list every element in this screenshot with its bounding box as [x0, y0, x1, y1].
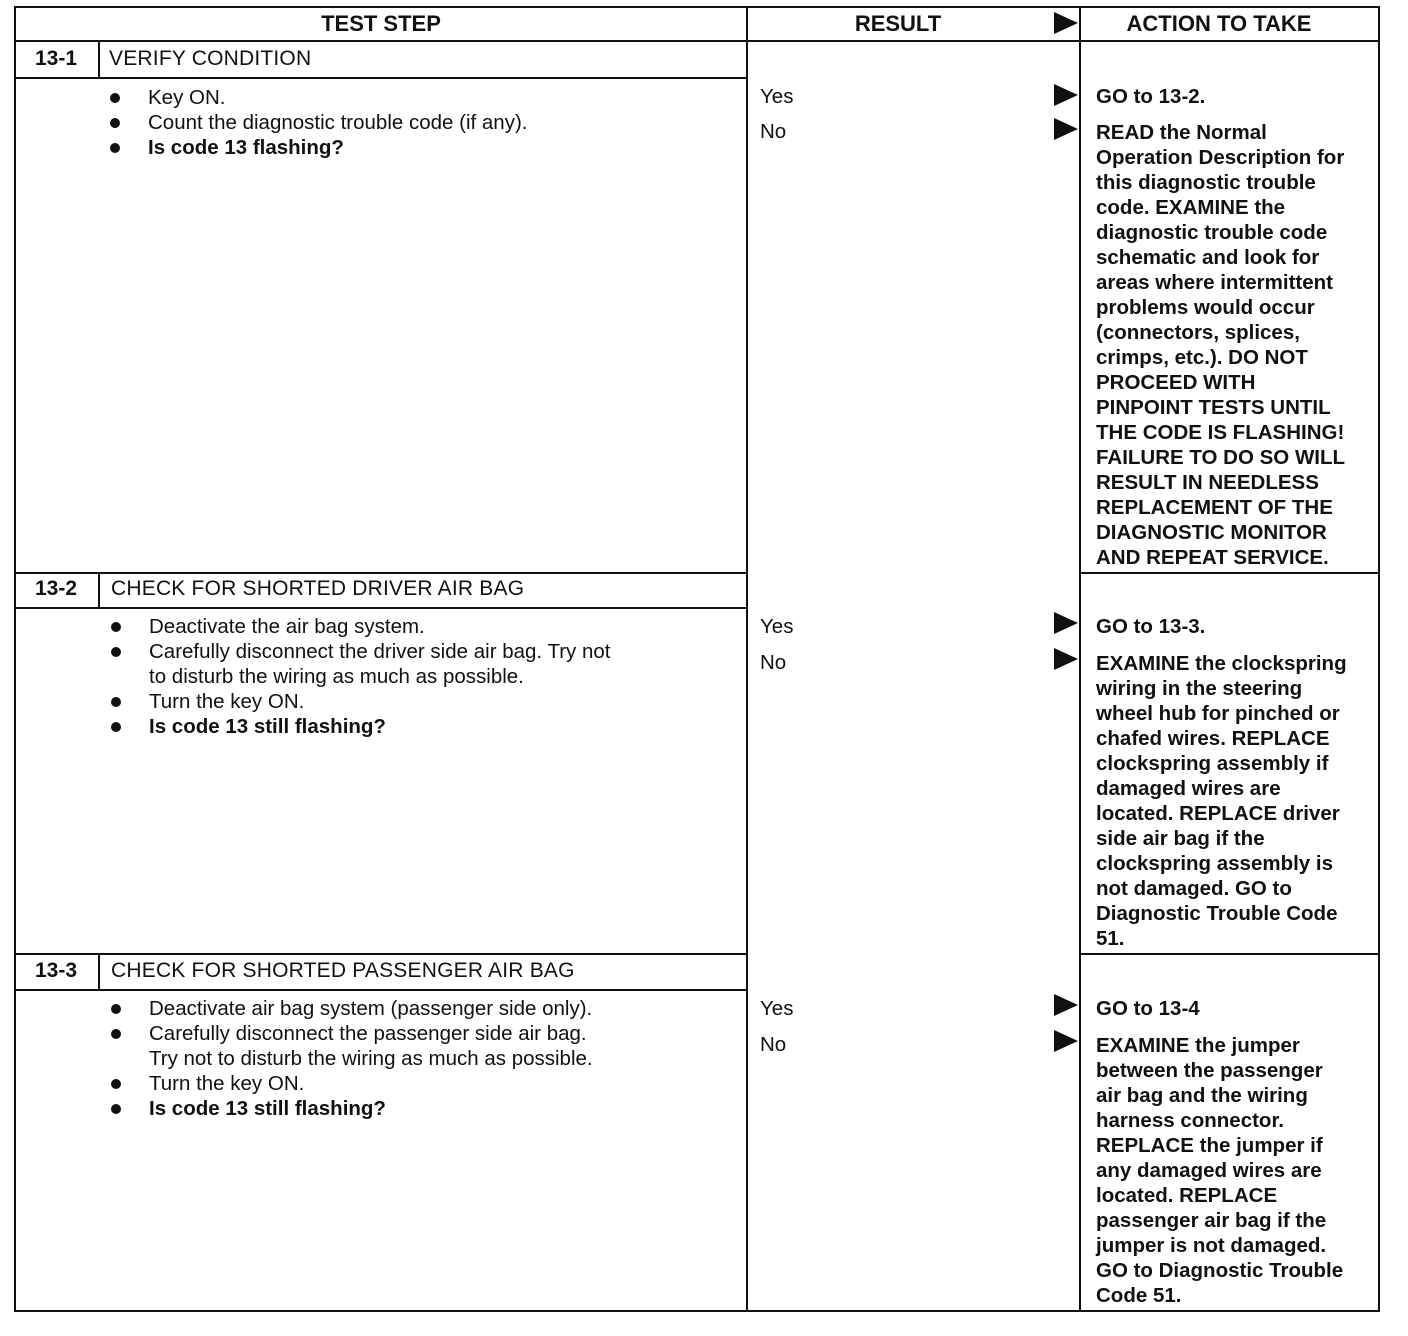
result-no: No [760, 120, 787, 143]
result-yes-arrow-icon [1054, 612, 1078, 634]
step-title: CHECK FOR SHORTED PASSENGER AIR BAG [111, 959, 575, 982]
result-yes-arrow-icon [1054, 994, 1078, 1016]
result-no-arrow-icon [1054, 648, 1078, 670]
bullet-item: Carefully disconnect the driver side air bag. Try not [111, 639, 741, 664]
bullet-dot-icon [111, 1079, 121, 1089]
bullet-dot-icon [110, 143, 120, 153]
table-border-bottom [14, 1310, 1380, 1312]
header-result: RESULT [854, 11, 942, 36]
step-number-divider-1 [98, 42, 100, 78]
step-title: CHECK FOR SHORTED DRIVER AIR BAG [111, 577, 525, 600]
header-action: ACTION TO TAKE [1126, 11, 1312, 36]
step-divider-1-action [1079, 572, 1380, 574]
bullet-item-continued: Try not to disturb the wiring as much as possible. [149, 1047, 593, 1070]
yes-action: GO to 13-4 [1096, 997, 1200, 1020]
bullet-dot-icon [111, 1104, 121, 1114]
step-title-rule-1 [14, 77, 748, 79]
result-no-arrow-icon [1054, 118, 1078, 140]
step-number: 13-1 [34, 47, 78, 70]
result-yes: Yes [760, 615, 794, 638]
step-bullets [111, 614, 741, 739]
yes-action: GO to 13-3. [1096, 615, 1206, 638]
step-bullets [111, 996, 741, 1121]
step-divider-2-action [1079, 953, 1380, 955]
bullet-dot-icon [110, 118, 120, 128]
table-border-right [1378, 6, 1380, 1312]
header-arrow-icon [1054, 12, 1078, 34]
bullet-item-question: Is code 13 still flashing? [111, 1096, 741, 1121]
result-no: No [760, 651, 787, 674]
table-border-left [14, 6, 16, 1312]
no-action-text: EXAMINE the jumper between the passenger air bag and the wiring harness connector. REPLACE the jumper if any damaged wires are located. REPLACE passenger air bag if the jumper is not damaged. GO to Diagnostic Trouble Code 51. [1096, 1034, 1344, 1307]
step-title-rule-3 [14, 989, 748, 991]
step-number: 13-3 [34, 959, 78, 982]
step-divider-1 [14, 572, 748, 574]
step-bullets [110, 85, 730, 160]
bullet-item: Count the diagnostic trouble code (if any). [110, 110, 730, 135]
header-test-step: TEST STEP [321, 11, 441, 36]
step-divider-2 [14, 953, 748, 955]
step-title-rule-2 [14, 607, 748, 609]
step-number-divider-3 [98, 955, 100, 990]
column-divider-action [1079, 6, 1081, 1312]
bullet-item-continued: to disturb the wiring as much as possible. [149, 665, 524, 688]
bullet-item: Carefully disconnect the passenger side air bag. [111, 1021, 741, 1046]
bullet-dot-icon [111, 1029, 121, 1039]
step-number-divider-2 [98, 574, 100, 608]
no-action-text: EXAMINE the clockspring wiring in the steering wheel hub for pinched or chafed wires. REPLACE clockspring assembly if damaged wires are located. REPLACE driver side air bag if the clockspring assembly is not damaged. GO to Diagnostic Trouble Code 51. [1096, 652, 1347, 950]
step-number: 13-2 [34, 577, 78, 600]
bullet-dot-icon [111, 722, 121, 732]
result-no: No [760, 1033, 787, 1056]
bullet-item-question: Is code 13 still flashing? [111, 714, 741, 739]
bullet-dot-icon [111, 647, 121, 657]
result-no-arrow-icon [1054, 1030, 1078, 1052]
bullet-item: Turn the key ON. [111, 1071, 741, 1096]
bullet-dot-icon [111, 622, 121, 632]
result-yes-arrow-icon [1054, 84, 1078, 106]
bullet-item-question: Is code 13 flashing? [110, 135, 730, 160]
yes-action: GO to 13-2. [1096, 85, 1206, 108]
bullet-dot-icon [111, 1004, 121, 1014]
column-divider-result [746, 6, 748, 1312]
bullet-dot-icon [110, 93, 120, 103]
bullet-dot-icon [111, 697, 121, 707]
bullet-item: Deactivate the air bag system. [111, 614, 741, 639]
header-bottom-rule [14, 40, 1380, 42]
no-action-text: READ the Normal Operation Description for this diagnostic trouble code. EXAMINE the diagnostic trouble code schematic and look for areas where intermittent problems would occur (connectors, splices, crimps, etc.). DO NOT PROCEED WITH PINPOINT TESTS UNTIL THE CODE IS FLASHING! FAILURE TO DO SO WILL RESULT IN NEEDLESS REPLACEMENT OF THE DIAGNOSTIC MONITOR AND REPEAT SERVICE. [1096, 121, 1346, 569]
result-yes: Yes [760, 85, 794, 108]
bullet-item: Deactivate air bag system (passenger side only). [111, 996, 741, 1021]
bullet-item: Turn the key ON. [111, 689, 741, 714]
step-title: VERIFY CONDITION [109, 47, 312, 70]
bullet-item: Key ON. [110, 85, 730, 110]
result-yes: Yes [760, 997, 794, 1020]
